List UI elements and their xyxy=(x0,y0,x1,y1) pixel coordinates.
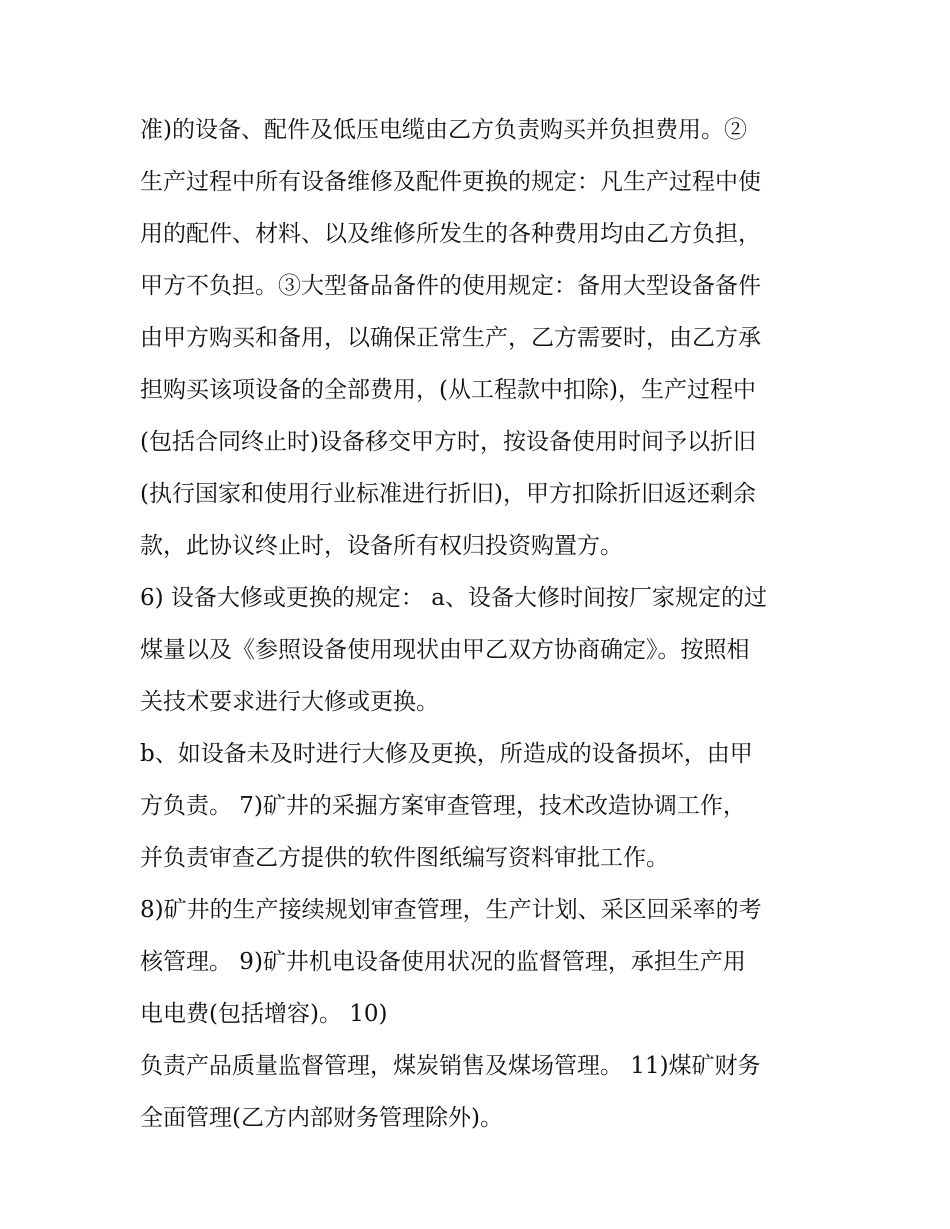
text-line-11: 煤量以及《参照设备使用现状由甲乙双方协商确定》。按照相 xyxy=(140,637,750,663)
text-line-12: 关技术要求进行大修或更换。 xyxy=(140,689,439,715)
text-line-1: 准)的设备、配件及低压电缆由乙方负责购买并负担费用。② xyxy=(140,117,747,143)
text-line-15: 并负责审查乙方提供的软件图纸编写资料审批工作。 xyxy=(140,845,669,871)
document-body xyxy=(140,104,840,1144)
text-line-20: 全面管理(乙方内部财务管理除外)。 xyxy=(140,1105,503,1131)
text-line-19: 负责产品质量监督管理，煤炭销售及煤场管理。 11)煤矿财务 xyxy=(140,1053,761,1079)
text-line-5: 由甲方购买和备用，以确保正常生产，乙方需要时，由乙方承 xyxy=(140,325,761,351)
text-line-6: 担购买该项设备的全部费用，(从工程款中扣除)，生产过程中 xyxy=(140,377,756,403)
text-line-16: 8)矿井的生产接续规划审查管理，生产计划、采区回采率的考 xyxy=(140,897,762,923)
text-line-10: 6) 设备大修或更换的规定： a、设备大修时间按厂家规定的过 xyxy=(140,585,767,611)
text-line-3: 用的配件、材料、以及维修所发生的各种费用均由乙方负担， xyxy=(140,221,761,247)
text-line-17: 核管理。 9)矿井机电设备使用状况的监督管理，承担生产用 xyxy=(140,949,746,975)
text-line-13: b、如设备未及时进行大修及更换，所造成的设备损坏，由甲 xyxy=(140,741,753,767)
text-line-4: 甲方不负担。③大型备品备件的使用规定：备用大型设备备件 xyxy=(140,273,761,299)
text-line-8: (执行国家和使用行业标准进行折旧)，甲方扣除折旧返还剩余 xyxy=(140,481,756,507)
text-line-18: 电电费(包括增容)。 10) xyxy=(140,1001,388,1027)
text-line-9: 款，此协议终止时，设备所有权归投资购置方。 xyxy=(140,533,623,559)
text-line-7: (包括合同终止时)设备移交甲方时，按设备使用时间予以折旧 xyxy=(140,429,756,455)
text-line-14: 方负责。 7)矿井的采掘方案审查管理，技术改造协调工作， xyxy=(140,793,746,819)
text-line-2: 生产过程中所有设备维修及配件更换的规定：凡生产过程中使 xyxy=(140,169,761,195)
